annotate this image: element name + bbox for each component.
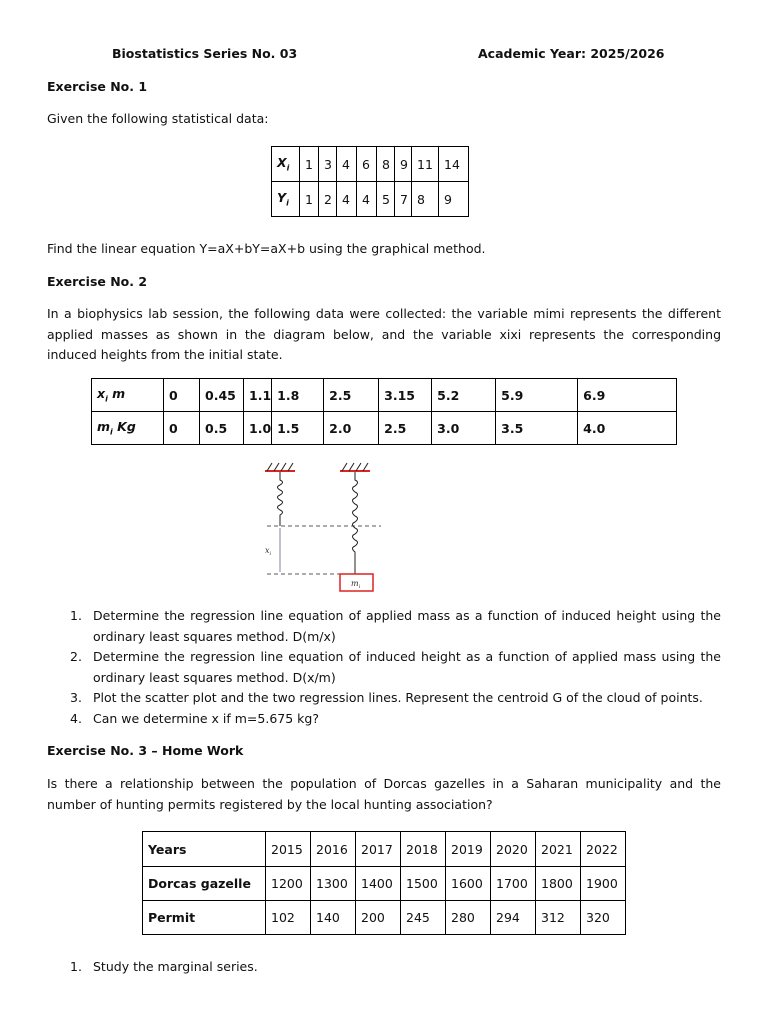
permit-cell: 280 <box>446 901 491 935</box>
gazelle-cell: 1700 <box>491 867 536 901</box>
exercise-3-table <box>142 831 626 935</box>
m-cell: 1.0 <box>244 412 272 445</box>
exercise-3-intro: Is there a relationship between the population of Dorcas gazelles in a Saharan municipality and the number of hunting permits registered by the local hunting association? <box>47 776 721 812</box>
exercise-2-intro: In a biophysics lab session, the following data were collected: the variable mimi represents the different applied masses as shown in the diagram below, and the variable xixi represents the corresponding induced heights from the initial state. <box>47 306 721 362</box>
x-cell: 11 <box>412 147 439 182</box>
x-cell: 2.5 <box>324 379 379 412</box>
x-cell: 1 <box>300 147 319 182</box>
x-row-label: $x_i$ m <box>92 379 164 412</box>
y-cell: 8 <box>412 182 439 217</box>
m-cell: 1.5 <box>272 412 324 445</box>
left-ceiling <box>265 463 295 471</box>
list-item: 2. Determine the regression line equation of induced height as a function of applied mass using the ordinary least squares method. D(x/m) <box>70 649 721 685</box>
permit-cell: 320 <box>581 901 626 935</box>
y-cell: 5 <box>377 182 395 217</box>
series-title: Biostatistics Series No. 03 <box>112 46 298 61</box>
x-cell: 3 <box>319 147 337 182</box>
m-cell: 4.0 <box>578 412 677 445</box>
y-cell: 9 <box>439 182 469 217</box>
exercise-1-title: Exercise No. 1 <box>47 79 148 94</box>
gazelle-cell: 1800 <box>536 867 581 901</box>
x-cell: 8 <box>377 147 395 182</box>
x-cell: 6.9 <box>578 379 677 412</box>
gazelle-cell: 1200 <box>266 867 311 901</box>
x-cell: 1.1 <box>244 379 272 412</box>
y-cell: 1 <box>300 182 319 217</box>
m-cell: 2.5 <box>379 412 432 445</box>
exercise-1-table <box>271 146 469 217</box>
list-item: 1. Determine the regression line equation of applied mass as a function of induced height using the ordinary least squares method. D(m/x) <box>70 608 721 644</box>
x-cell: 14 <box>439 147 469 182</box>
right-spring <box>353 472 358 574</box>
y-row <box>272 182 469 217</box>
permit-cell: 245 <box>401 901 446 935</box>
gazelle-cell: 1400 <box>356 867 401 901</box>
x-cell: 5.9 <box>496 379 578 412</box>
exercise-2-questions <box>70 606 721 729</box>
right-ceiling <box>340 463 370 471</box>
year-cell: 2022 <box>581 832 626 867</box>
year-cell: 2018 <box>401 832 446 867</box>
x-row <box>272 147 469 182</box>
left-spring <box>278 472 283 526</box>
gazelle-cell: 1600 <box>446 867 491 901</box>
row-label: Dorcas gazelle <box>143 867 266 901</box>
m-cell: 2.0 <box>324 412 379 445</box>
y-row-label: $Y_i$ <box>272 182 300 217</box>
permit-cell: 312 <box>536 901 581 935</box>
row-label: Years <box>143 832 266 867</box>
exercise-1-intro: Given the following statistical data: <box>47 111 269 126</box>
y-cell: 7 <box>395 182 412 217</box>
x-cell: 5.2 <box>432 379 496 412</box>
exercise-2-table <box>91 378 677 445</box>
list-item: 1. Study the marginal series. <box>70 959 258 974</box>
gazelle-row <box>143 867 626 901</box>
x-cell: 0 <box>164 379 200 412</box>
exercise-3-title: Exercise No. 3 – Home Work <box>47 743 244 758</box>
list-item: 4. Can we determine x if m=5.675 kg? <box>70 710 319 726</box>
exercise-2-title: Exercise No. 2 <box>47 274 148 289</box>
m-cell: 3.5 <box>496 412 578 445</box>
gazelle-cell: 1300 <box>311 867 356 901</box>
x-label: $x_i$ <box>265 546 272 557</box>
year-cell: 2017 <box>356 832 401 867</box>
m-row <box>92 412 677 445</box>
permit-cell: 294 <box>491 901 536 935</box>
y-cell: 2 <box>319 182 337 217</box>
exercise-1-task: Find the linear equation Y=aX+bY=aX+b using the graphical method. <box>47 241 486 256</box>
m-cell: 0 <box>164 412 200 445</box>
academic-year: Academic Year: 2025/2026 <box>478 46 665 61</box>
permit-row <box>143 901 626 935</box>
x-row-label: $X_i$ <box>272 147 300 182</box>
year-cell: 2016 <box>311 832 356 867</box>
x-cell: 9 <box>395 147 412 182</box>
list-item: 3. Plot the scatter plot and the two regression lines. Represent the centroid G of the cloud of points. <box>70 690 703 705</box>
m-label: $m_i$ <box>351 579 361 590</box>
m-cell: 0.5 <box>200 412 244 445</box>
permit-cell: 102 <box>266 901 311 935</box>
spring-diagram <box>255 458 395 598</box>
y-cell: 4 <box>337 182 357 217</box>
x-cell: 4 <box>337 147 357 182</box>
permit-cell: 200 <box>356 901 401 935</box>
gazelle-cell: 1500 <box>401 867 446 901</box>
year-cell: 2021 <box>536 832 581 867</box>
gazelle-cell: 1900 <box>581 867 626 901</box>
x-cell: 1.8 <box>272 379 324 412</box>
permit-cell: 140 <box>311 901 356 935</box>
year-cell: 2019 <box>446 832 491 867</box>
m-row-label: $m_i$ Kg <box>92 412 164 445</box>
x-cell: 3.15 <box>379 379 432 412</box>
x-row <box>92 379 677 412</box>
row-label: Permit <box>143 901 266 935</box>
y-cell: 4 <box>357 182 377 217</box>
years-row <box>143 832 626 867</box>
year-cell: 2020 <box>491 832 536 867</box>
x-cell: 0.45 <box>200 379 244 412</box>
m-cell: 3.0 <box>432 412 496 445</box>
exercise-3-questions <box>70 957 721 978</box>
year-cell: 2015 <box>266 832 311 867</box>
x-cell: 6 <box>357 147 377 182</box>
